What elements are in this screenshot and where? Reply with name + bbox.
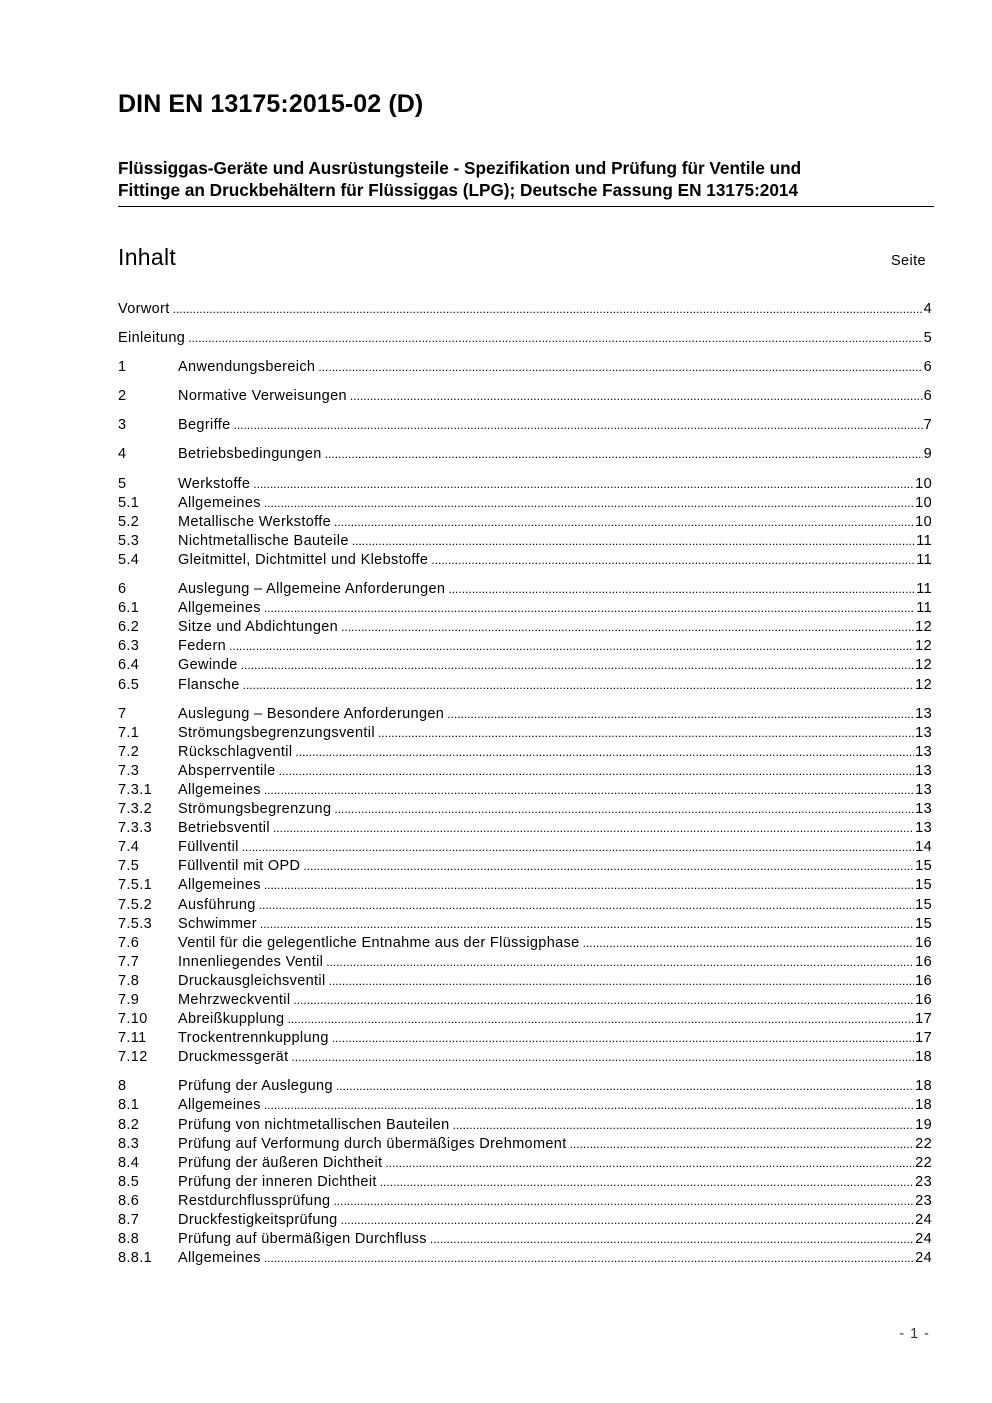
toc-dot-leader <box>242 838 914 857</box>
toc-entry-number: 6.1 <box>118 600 140 617</box>
toc-entry[interactable] <box>118 618 932 637</box>
toc-entry[interactable] <box>118 676 932 695</box>
toc-entry-number: 5.2 <box>118 513 140 530</box>
toc-entry-title: Prüfung auf Verformung durch übermäßiges Drehmoment <box>178 1135 567 1152</box>
toc-dot-leader <box>229 637 914 656</box>
document-subtitle <box>118 157 934 201</box>
toc-entry-page: 15 <box>915 877 932 894</box>
toc-entry-page: 17 <box>915 1030 932 1047</box>
toc-entry[interactable] <box>118 513 932 532</box>
toc-entry-page: 13 <box>915 801 932 818</box>
toc-entry-number: 7.8 <box>118 972 140 989</box>
toc-entry-page: 11 <box>916 551 932 568</box>
toc-entry-number: 7.3.2 <box>118 801 152 818</box>
toc-dot-leader <box>341 618 914 637</box>
toc-dot-leader <box>287 1010 914 1029</box>
toc-entry-page: 16 <box>915 934 932 951</box>
toc-entry[interactable] <box>118 800 932 819</box>
toc-dot-leader <box>291 1048 914 1067</box>
toc-entry[interactable] <box>118 1173 932 1192</box>
toc-dot-leader <box>352 532 915 551</box>
toc-entry[interactable] <box>118 781 932 800</box>
toc-entry-page: 11 <box>916 532 932 549</box>
toc-dot-leader <box>430 1230 914 1249</box>
toc-entry-page: 9 <box>923 446 932 463</box>
toc-entry-number: 7.5 <box>118 858 140 875</box>
toc-dot-leader <box>325 445 923 464</box>
toc-entry-number: 7 <box>118 705 127 722</box>
toc-entry-number: 8.6 <box>118 1192 140 1209</box>
toc-entry[interactable] <box>118 724 932 743</box>
toc-dot-leader <box>318 358 922 377</box>
toc-entry[interactable] <box>118 991 932 1010</box>
toc-entry-page: 12 <box>915 638 932 655</box>
toc-dot-leader <box>431 551 915 570</box>
toc-entry-number: 5 <box>118 475 127 492</box>
toc-entry-title: Füllventil mit OPD <box>178 858 301 875</box>
toc-entry[interactable] <box>118 896 932 915</box>
toc-entry[interactable] <box>118 1029 932 1048</box>
toc-entry[interactable] <box>118 876 932 895</box>
toc-entry-number: 7.1 <box>118 724 140 741</box>
toc-entry-title: Abreißkupplung <box>178 1011 285 1028</box>
toc-entry[interactable] <box>118 934 932 953</box>
toc-entry-page: 18 <box>915 1049 932 1066</box>
toc-entry-title: Prüfung von nichtmetallischen Bauteilen <box>178 1116 450 1133</box>
toc-entry-title: Strömungsbegrenzung <box>178 801 332 818</box>
toc-dot-leader <box>234 416 923 435</box>
toc-entry[interactable] <box>118 416 932 435</box>
toc-entry-number: 7.3.3 <box>118 820 152 837</box>
toc-entry[interactable] <box>118 1230 932 1249</box>
toc-entry[interactable] <box>118 580 932 599</box>
toc-entry-page: 11 <box>916 581 932 598</box>
toc-entry-title: Betriebsbedingungen <box>178 446 322 463</box>
toc-entry-title: Allgemeines <box>178 494 261 511</box>
toc-entry-page: 6 <box>923 388 932 405</box>
toc-entry-number: 7.4 <box>118 839 140 856</box>
toc-dot-leader <box>570 1135 915 1154</box>
toc-entry-page: 13 <box>915 705 932 722</box>
toc-entry-title: Ventil für die gelegentliche Entnahme aus der Flüssigphase <box>178 934 580 951</box>
toc-entry-page: 17 <box>915 1011 932 1028</box>
toc-dot-leader <box>260 915 914 934</box>
toc-entry-page: 24 <box>915 1250 932 1267</box>
toc-entry-title: Allgemeines <box>178 1250 261 1267</box>
toc-entry[interactable] <box>118 1048 932 1067</box>
toc-entry-title: Mehrzweckventil <box>178 992 291 1008</box>
toc-entry-number: 7.7 <box>118 953 140 970</box>
toc-dot-leader <box>259 896 914 915</box>
toc-dot-leader <box>385 1154 914 1173</box>
toc-entry-page: 12 <box>915 619 932 636</box>
toc-dot-leader <box>447 705 914 724</box>
toc-entry-title: Prüfung auf übermäßigen Durchfluss <box>178 1231 427 1248</box>
toc-entry-number: 7.5.1 <box>118 877 152 894</box>
toc-entry-page: 18 <box>915 1097 932 1114</box>
toc-entry[interactable] <box>118 637 932 656</box>
toc-dot-leader <box>329 972 915 991</box>
toc-entry[interactable] <box>118 953 932 972</box>
toc-entry-title: Metallische Werkstoffe <box>178 513 332 530</box>
toc-dot-leader <box>334 513 914 532</box>
toc-entry[interactable] <box>118 494 932 513</box>
toc-entry-page: 7 <box>923 417 932 434</box>
toc-dot-leader <box>295 743 914 762</box>
toc-dot-leader <box>332 1029 914 1048</box>
toc-entry-title: Innenliegendes Ventil <box>178 953 324 970</box>
toc-entry-title: Prüfung der äußeren Dichtheit <box>178 1154 383 1171</box>
toc-entry-title: Prüfung der Auslegung <box>178 1078 333 1095</box>
toc-entry[interactable] <box>118 445 932 464</box>
toc-entry-title: Betriebsventil <box>178 820 270 837</box>
toc-entry-title: Normative Verweisungen <box>178 388 347 405</box>
toc-entry-number: 8 <box>118 1078 127 1095</box>
toc-entry-title: Sitze und Abdichtungen <box>178 619 339 636</box>
toc-entry[interactable] <box>118 743 932 762</box>
toc-entry-title: Nichtmetallische Bauteile <box>178 532 349 549</box>
toc-entry[interactable] <box>118 819 932 838</box>
toc-entry-number: 5.4 <box>118 551 140 568</box>
toc-entry-page: 13 <box>915 781 932 798</box>
toc-dot-leader <box>243 676 915 695</box>
toc-entry-page: 10 <box>915 475 932 492</box>
toc-entry-number: 8.2 <box>118 1116 140 1133</box>
toc-entry-number: 7.2 <box>118 743 140 760</box>
toc-entry-number: 6.3 <box>118 638 140 655</box>
toc-entry-number: 7.9 <box>118 992 140 1008</box>
toc-entry-page: 13 <box>915 743 932 760</box>
toc-entry-number: 7.10 <box>118 1011 148 1028</box>
toc-entry[interactable] <box>118 1116 932 1135</box>
toc-entry-number: 2 <box>118 388 127 405</box>
toc-entry-title: Allgemeines <box>178 781 261 798</box>
toc-entry[interactable] <box>118 1077 932 1096</box>
toc-entry-number: 7.3.1 <box>118 781 152 798</box>
toc-entry-page: 5 <box>923 330 932 347</box>
page-number: - 1 - <box>899 1326 930 1342</box>
toc-entry-title: Werkstoffe <box>178 475 251 492</box>
toc-entry-title: Schwimmer <box>178 915 257 932</box>
toc-entry[interactable] <box>118 1211 932 1230</box>
toc-entry[interactable] <box>118 358 932 377</box>
toc-entry-title: Auslegung – Besondere Anforderungen <box>178 705 445 722</box>
toc-dot-leader <box>341 1211 915 1230</box>
toc-entry[interactable] <box>118 532 932 551</box>
toc-dot-leader <box>326 953 914 972</box>
toc-entry-page: 23 <box>915 1192 932 1209</box>
toc-entry-title: Flansche <box>178 676 240 693</box>
toc-entry[interactable] <box>118 1154 932 1173</box>
toc-dot-leader <box>264 876 914 895</box>
toc-entry-title: Begriffe <box>178 417 231 434</box>
subtitle-line-1: Flüssiggas-Geräte und Ausrüstungsteile - Spezifikation und Prüfung für Ventile und <box>118 158 802 178</box>
table-of-contents <box>118 300 932 1268</box>
toc-dot-leader <box>173 300 923 319</box>
toc-dot-leader <box>241 656 914 675</box>
toc-dot-leader <box>264 781 914 800</box>
toc-entry[interactable] <box>118 551 932 570</box>
toc-entry-title: Druckausgleichsventil <box>178 972 326 989</box>
toc-entry-page: 14 <box>915 839 932 856</box>
toc-entry-title: Druckmessgerät <box>178 1049 289 1066</box>
toc-entry-page: 13 <box>915 724 932 741</box>
toc-dot-leader <box>264 1096 914 1115</box>
toc-page-column-heading: Seite <box>890 253 926 269</box>
toc-entry-title: Ausführung <box>178 896 256 913</box>
toc-dot-leader <box>279 762 915 781</box>
toc-entry-number: 7.5.2 <box>118 896 152 913</box>
toc-dot-leader <box>264 1249 914 1268</box>
toc-entry-title: Allgemeines <box>178 877 261 894</box>
toc-dot-leader <box>188 329 922 348</box>
toc-entry-title: Gewinde <box>178 657 238 674</box>
title-divider <box>118 206 934 207</box>
toc-entry-page: 10 <box>915 513 932 530</box>
toc-entry-title: Füllventil <box>178 839 239 856</box>
toc-entry-number: 7.5.3 <box>118 915 152 932</box>
toc-entry-page: 13 <box>915 820 932 837</box>
toc-entry-number: 1 <box>118 359 127 376</box>
toc-entry-page: 24 <box>915 1212 932 1229</box>
toc-entry-number: 6.5 <box>118 676 140 693</box>
toc-entry[interactable] <box>118 972 932 991</box>
toc-entry[interactable] <box>118 387 932 406</box>
toc-heading: Inhalt <box>118 244 177 270</box>
toc-dot-leader <box>253 475 914 494</box>
toc-entry-title: Absperrventile <box>178 762 276 779</box>
toc-dot-leader <box>583 934 915 953</box>
toc-entry[interactable] <box>118 857 932 876</box>
toc-entry-number: 8.3 <box>118 1135 140 1152</box>
toc-entry[interactable] <box>118 705 932 724</box>
toc-entry[interactable] <box>118 300 932 319</box>
toc-entry-title: Gleitmittel, Dichtmittel und Klebstoffe <box>178 551 429 568</box>
toc-entry-title: Einleitung <box>118 330 186 347</box>
toc-entry[interactable] <box>118 329 932 348</box>
toc-entry-page: 12 <box>915 657 932 674</box>
toc-entry-title: Allgemeines <box>178 600 261 617</box>
toc-entry-title: Restdurchflussprüfung <box>178 1192 331 1209</box>
toc-entry-page: 22 <box>915 1135 932 1152</box>
toc-entry-page: 12 <box>915 676 932 693</box>
toc-entry[interactable] <box>118 1010 932 1029</box>
toc-entry-title: Auslegung – Allgemeine Anforderungen <box>178 581 446 598</box>
toc-entry-title: Prüfung der inneren Dichtheit <box>178 1173 377 1190</box>
toc-dot-leader <box>380 1173 914 1192</box>
toc-entry-page: 18 <box>915 1078 932 1095</box>
toc-dot-leader <box>448 580 915 599</box>
toc-entry-number: 5.3 <box>118 532 140 549</box>
toc-dot-leader <box>303 857 914 876</box>
toc-entry-number: 7.12 <box>118 1049 148 1066</box>
toc-entry-number: 7.6 <box>118 934 140 951</box>
toc-entry-title: Anwendungsbereich <box>178 359 316 376</box>
toc-entry-page: 15 <box>915 858 932 875</box>
toc-dot-leader <box>293 991 914 1010</box>
toc-entry[interactable] <box>118 1096 932 1115</box>
toc-entry-page: 15 <box>915 896 932 913</box>
toc-entry-number: 8.4 <box>118 1154 140 1171</box>
toc-entry-number: 7.11 <box>118 1030 147 1047</box>
toc-entry[interactable] <box>118 599 932 618</box>
toc-dot-leader <box>333 1192 914 1211</box>
toc-dot-leader <box>378 724 914 743</box>
toc-dot-leader <box>336 1077 914 1096</box>
toc-entry-page: 24 <box>915 1231 932 1248</box>
toc-entry-number: 8.7 <box>118 1212 140 1229</box>
toc-entry-page: 11 <box>916 600 932 617</box>
toc-entry-page: 16 <box>915 972 932 989</box>
toc-entry-number: 7.3 <box>118 762 140 779</box>
toc-entry-title: Druckfestigkeitsprüfung <box>178 1212 338 1229</box>
toc-entry-page: 16 <box>915 992 932 1008</box>
toc-entry-page: 23 <box>915 1173 932 1190</box>
toc-entry-number: 5.1 <box>118 494 140 511</box>
subtitle-line-2: Fittinge an Druckbehältern für Flüssiggas (LPG); Deutsche Fassung EN 13175:2014 <box>118 180 799 200</box>
toc-dot-leader <box>264 599 915 618</box>
toc-entry[interactable] <box>118 762 932 781</box>
toc-entry-number: 3 <box>118 417 127 434</box>
toc-entry-title: Trockentrennkupplung <box>178 1030 329 1047</box>
toc-entry-page: 10 <box>915 494 932 511</box>
toc-entry-number: 8.5 <box>118 1173 140 1190</box>
toc-entry[interactable] <box>118 838 932 857</box>
toc-entry[interactable] <box>118 1249 932 1268</box>
toc-entry-title: Strömungsbegrenzungsventil <box>178 724 375 741</box>
toc-entry-title: Vorwort <box>118 301 170 317</box>
toc-dot-leader <box>453 1116 915 1135</box>
toc-dot-leader <box>350 387 923 406</box>
toc-entry[interactable] <box>118 656 932 675</box>
toc-entry-page: 19 <box>915 1116 932 1133</box>
toc-dot-leader <box>273 819 914 838</box>
toc-entry[interactable] <box>118 475 932 494</box>
toc-entry-number: 8.1 <box>118 1097 140 1114</box>
toc-entry-number: 6.2 <box>118 619 140 636</box>
toc-entry-page: 4 <box>923 301 932 317</box>
toc-entry-title: Allgemeines <box>178 1097 261 1114</box>
toc-entry-page: 16 <box>915 953 932 970</box>
toc-entry-title: Rückschlagventil <box>178 743 293 760</box>
toc-entry-number: 6 <box>118 581 127 598</box>
toc-entry-page: 15 <box>915 915 932 932</box>
toc-entry[interactable] <box>118 1135 932 1154</box>
toc-entry[interactable] <box>118 915 932 934</box>
toc-entry-title: Federn <box>178 638 227 655</box>
toc-dot-leader <box>264 494 914 513</box>
toc-entry-number: 8.8 <box>118 1231 140 1248</box>
toc-entry[interactable] <box>118 1192 932 1211</box>
toc-entry-page: 6 <box>923 359 932 376</box>
toc-entry-number: 6.4 <box>118 657 140 674</box>
toc-entry-number: 4 <box>118 446 127 463</box>
toc-entry-number: 8.8.1 <box>118 1250 152 1267</box>
toc-dot-leader <box>334 800 914 819</box>
toc-entry-page: 13 <box>915 762 932 779</box>
toc-entry-page: 22 <box>915 1154 932 1171</box>
document-title: DIN EN 13175:2015-02 (D) <box>118 90 424 118</box>
